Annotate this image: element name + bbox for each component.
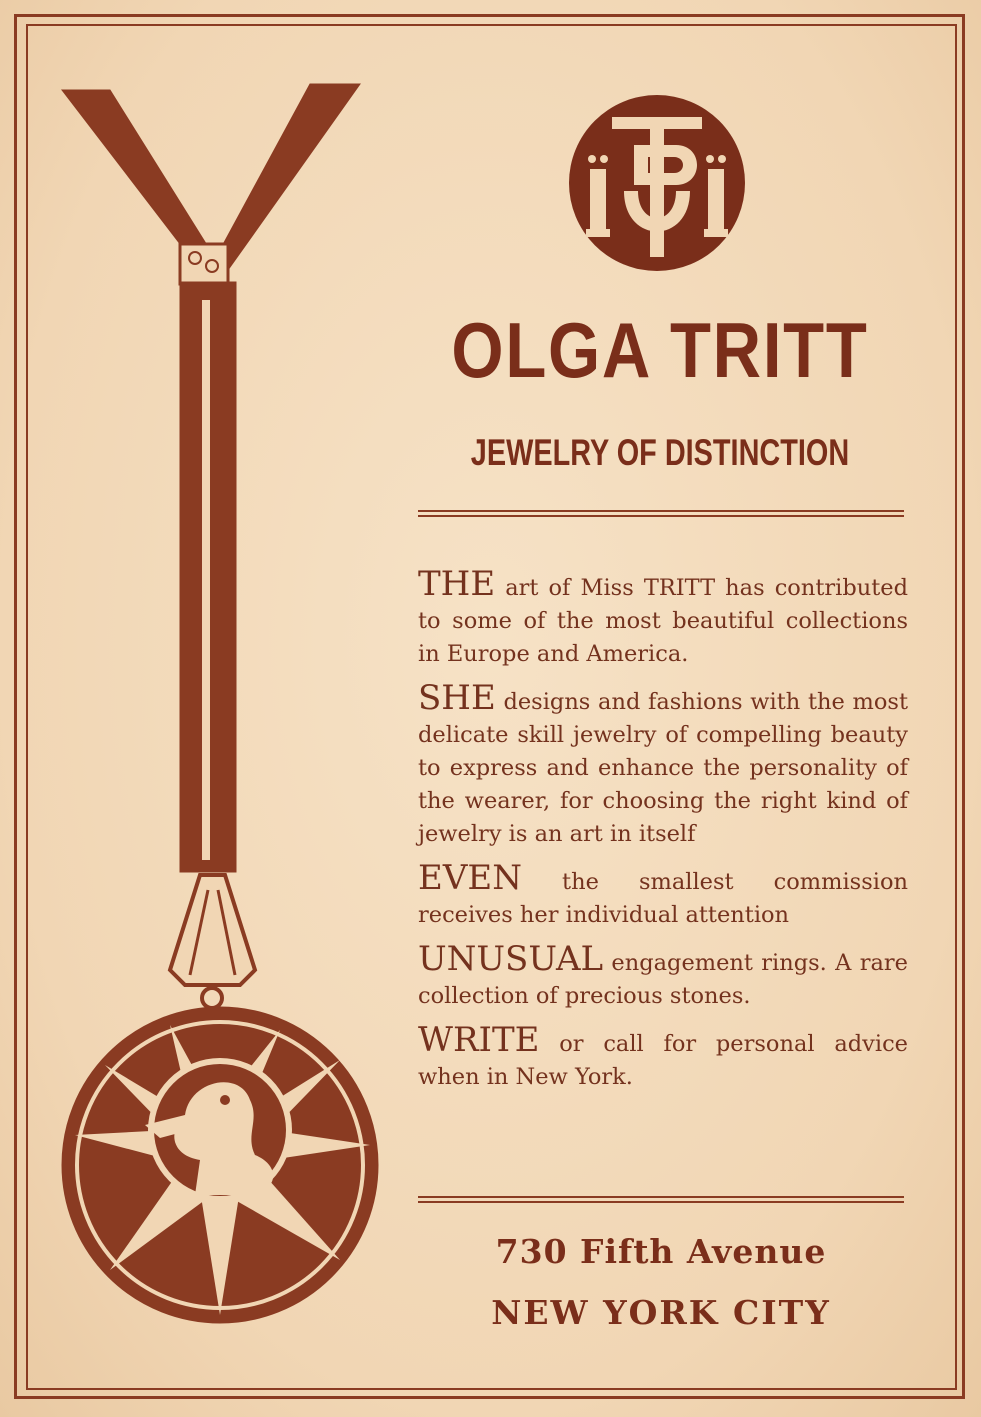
paragraph-text: designs and fashions with the most delicate skill jewelry of compelling beauty to express and enhance the personality of the wearer, for choosing the right kind of jewelry is an art in itself [418,689,908,847]
divider-bottom [418,1196,904,1203]
address-street: 730 Fifth Avenue [495,1232,827,1271]
paragraph-lead: SHE [418,678,496,718]
duck-pendant-necklace-illustration [50,70,410,1330]
brand-name: OLGA TRITT [451,306,869,394]
ot-monogram-logo [564,95,750,271]
paragraph [418,564,908,671]
paragraph-text: engagement rings. A rare collection of precious stones. [418,950,908,1009]
paragraph [418,678,908,851]
paragraph-text: art of Miss TRITT has contributed to some of the most beautiful collections in Europe and America. [418,575,908,667]
paragraph-lead: UNUSUAL [418,939,604,979]
paragraph [418,939,908,1013]
paragraph-lead: THE [418,564,496,604]
paragraph-text: the smallest commission receives her individual attention [418,869,908,928]
tagline: JEWELRY OF DISTINCTION [470,432,850,473]
paragraph [418,858,908,932]
paragraph [418,1020,908,1094]
divider-top [418,510,904,517]
ad-body-copy [418,564,908,1105]
paragraph-lead: EVEN [418,858,522,898]
paragraph-text: or call for personal advice when in New York. [418,1031,908,1090]
address-city: NEW YORK CITY [491,1293,831,1332]
paragraph-lead: WRITE [418,1020,540,1060]
